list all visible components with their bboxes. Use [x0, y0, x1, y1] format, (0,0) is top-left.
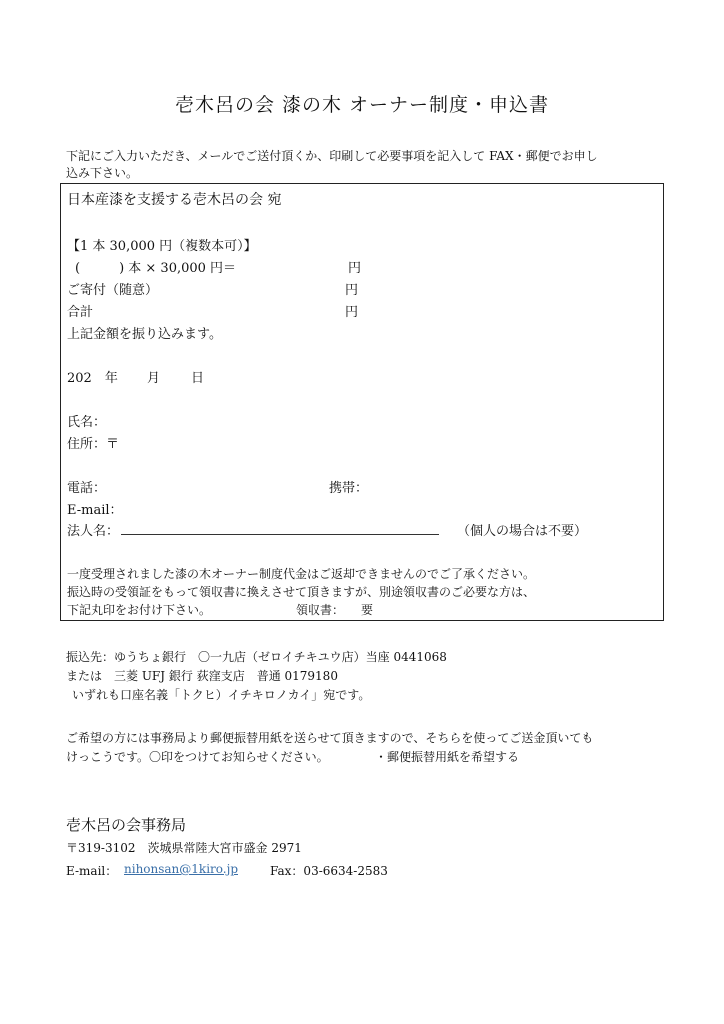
request-line-2: けっこうです。〇印をつけてお知らせください。 — [66, 750, 329, 764]
intro-line-2: 込み下さい。 — [66, 166, 139, 180]
donation-yen-unit: 円 — [345, 283, 359, 298]
date-month-field[interactable]: 月 — [147, 371, 161, 386]
transfer-note: 上記金額を振り込みます。 — [67, 327, 222, 342]
office-name: 壱木呂の会事務局 — [66, 816, 187, 834]
price-note: 【1 本 30,000 円（複数本可）】 — [67, 239, 257, 254]
bank-line-2: または 三菱 UFJ 銀行 荻窪支店 普通 0179180 — [66, 669, 338, 683]
mobile-field[interactable]: 携帯： — [329, 481, 369, 496]
intro-line-1: 下記にご入力いただき、メールでご送付頂くか、印刷して必要事項を記入して FAX・郵便でお申し — [66, 149, 598, 163]
office-email-link[interactable]: nihonsan@1kiro.jp — [124, 862, 238, 876]
office-address: 〒319-3102 茨城県常陸大宮市盛金 2971 — [66, 841, 302, 855]
name-field[interactable]: 氏名： — [67, 415, 107, 430]
receipt-need-option[interactable]: 要 — [361, 603, 374, 617]
bank-line-3: いずれも口座名義「トクヒ）イチキロノカイ」宛です。 — [72, 688, 371, 702]
notice-line-1: 一度受理されました漆の木オーナー制度代金はご返却できませんのでご了承ください。 — [67, 567, 536, 581]
page-title: 壱木呂の会 漆の木 オーナー制度・申込書 — [174, 94, 550, 116]
address-field[interactable]: 住所：〒 — [67, 437, 120, 452]
office-fax: Fax：03-6634-2583 — [270, 864, 388, 878]
bank-line-1: 振込先：ゆうちょ銀行 〇一九店（ゼロイチキユウ店）当座 0441068 — [66, 650, 447, 664]
postal-transfer-option[interactable]: ・郵便振替用紙を希望する — [375, 750, 520, 764]
total-yen-unit: 円 — [345, 305, 359, 320]
quantity-yen-unit: 円 — [348, 261, 362, 276]
quantity-field[interactable]: ( ) 本 × 30,000 円＝ — [75, 261, 237, 276]
corporate-name-underline — [121, 522, 439, 535]
office-email-label: E-mail： — [66, 864, 118, 878]
date-day-field[interactable]: 日 — [191, 371, 205, 386]
form-addressee: 日本産漆を支援する壱木呂の会 宛 — [67, 192, 282, 208]
request-line-1: ご希望の方には事務局より郵便振替用紙を送らせて頂きますので、そちらを使ってご送金頂いても — [66, 731, 594, 745]
receipt-label: 領収書： — [296, 603, 345, 617]
corporate-name-field[interactable] — [67, 520, 439, 539]
date-year-field[interactable]: 202 年 — [67, 371, 118, 386]
email-field[interactable]: E-mail： — [67, 503, 123, 518]
donation-label: ご寄付（随意） — [67, 283, 159, 298]
notice-line-2: 振込時の受領証をもって領収書に換えさせて頂きますが、別途領収書のご必要な方は、 — [67, 585, 536, 599]
corporate-name-label: 法人名： — [67, 524, 120, 539]
corporate-name-note: （個人の場合は不要） — [457, 524, 588, 539]
total-label: 合計 — [67, 305, 94, 320]
phone-field[interactable]: 電話： — [67, 481, 107, 496]
notice-line-3: 下記丸印をお付け下さい。 — [67, 603, 212, 617]
